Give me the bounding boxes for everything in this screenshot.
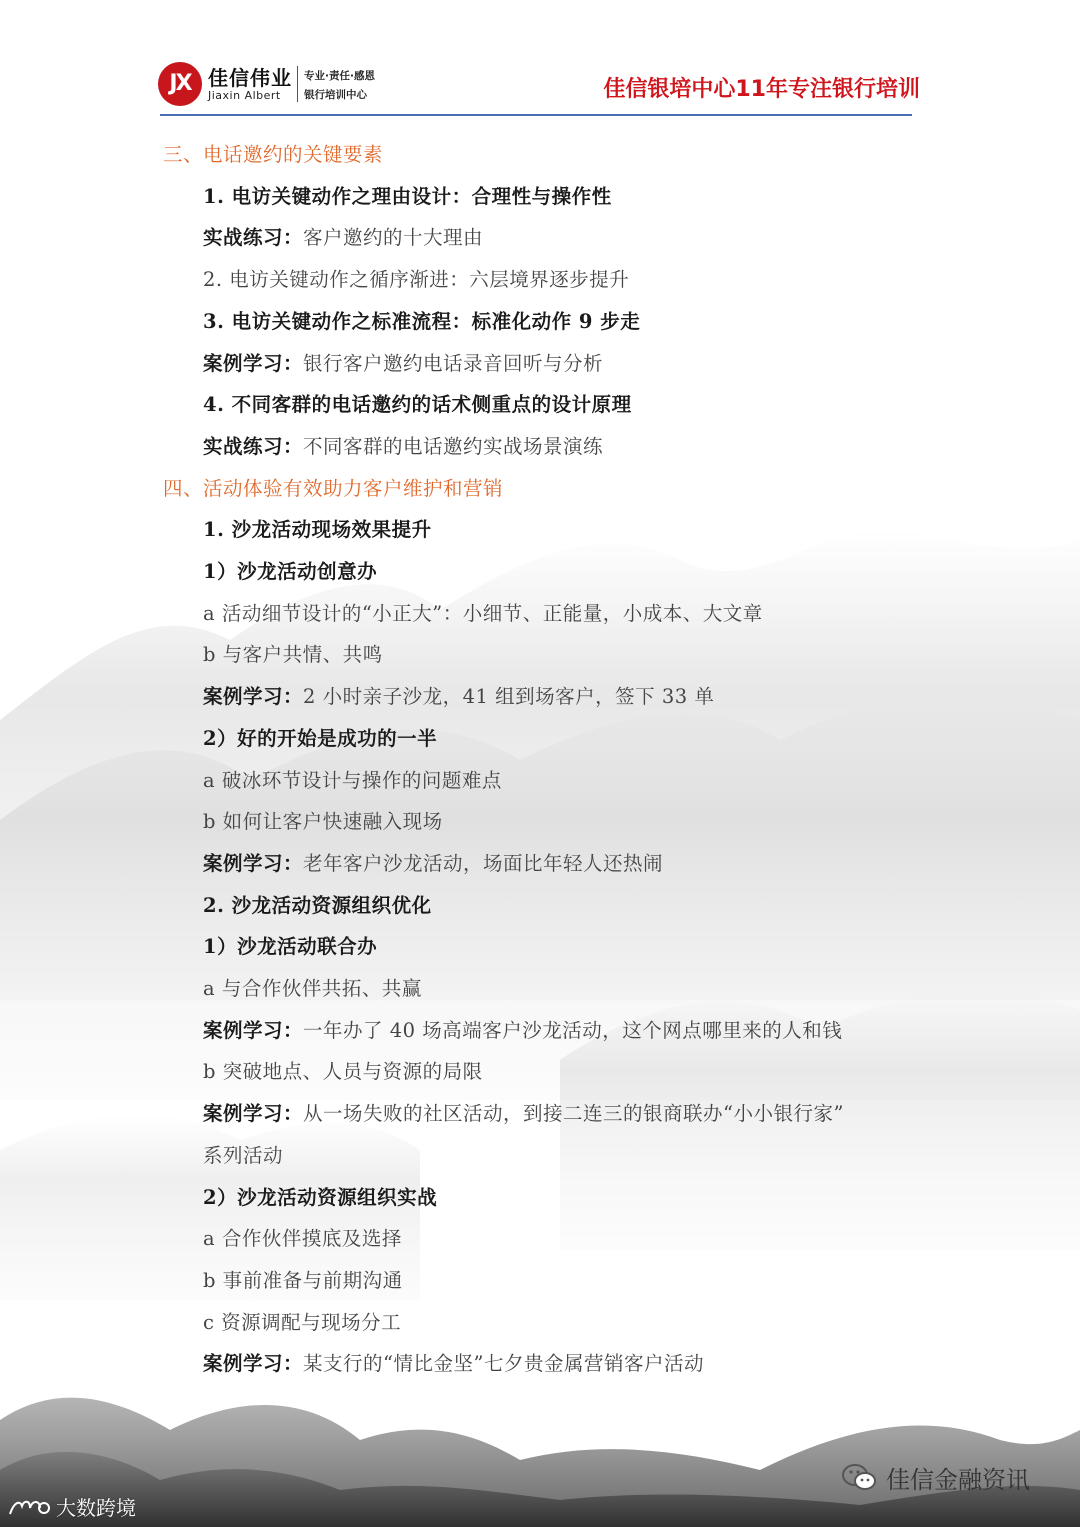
- outline-item: b 与客户共情、共鸣: [203, 643, 383, 667]
- exercise-label: 实战练习：: [203, 434, 304, 458]
- exercise-text: 2 小时亲子沙龙，41 组到场客户，签下 33 单: [303, 685, 715, 709]
- subsection-title: 1. 电访关键动作之理由设计：合理性与操作性: [203, 184, 612, 208]
- company-name-en: Jiaxin Albert: [208, 89, 281, 102]
- outline-item: 系列活动: [203, 1143, 284, 1167]
- exercise-text: 老年客户沙龙活动，场面比年轻人还热闹: [303, 851, 664, 875]
- exercise-label: 案例学习：: [203, 1018, 304, 1042]
- subsection-title: 1. 沙龙活动现场效果提升: [203, 518, 432, 542]
- exercise-line: [203, 223, 483, 253]
- logo-tagline-center: 银行培训中心: [304, 89, 367, 101]
- exercise-text: 某支行的“情比金坚”七夕贵金属营销客户活动: [303, 1352, 704, 1376]
- exercise-text: 银行客户邀约电话录音回听与分析: [303, 351, 604, 375]
- exercise-label: 案例学习：: [203, 351, 304, 375]
- exercise-text: 一年办了 40 场高端客户沙龙活动，这个网点哪里来的人和钱: [303, 1018, 843, 1042]
- subsection-title: 4. 不同客群的电话邀约的话术侧重点的设计原理: [203, 393, 632, 417]
- outline-item: c 资源调配与现场分工: [203, 1310, 402, 1334]
- subsection-title: 1）沙龙活动创意办: [203, 560, 378, 583]
- exercise-line: [203, 432, 603, 462]
- subsection-title: 3. 电访关键动作之标准流程：标准化动作 9 步走: [203, 309, 641, 333]
- exercise-line: [203, 349, 603, 379]
- exercise-line: [203, 1349, 704, 1379]
- subsection-title: 1）沙龙活动联合办: [203, 935, 378, 959]
- watermark-dashuju: [8, 1492, 136, 1521]
- outline-item: b 如何让客户快速融入现场: [203, 810, 443, 834]
- company-logo-mark: JX: [158, 62, 202, 106]
- subsection-title: 2）沙龙活动资源组织实战: [203, 1185, 438, 1209]
- exercise-label: 案例学习：: [203, 685, 304, 709]
- outline-item: b 突破地点、人员与资源的局限: [203, 1060, 483, 1084]
- exercise-line: [203, 682, 714, 712]
- subsection-title: 2）好的开始是成功的一半: [203, 726, 438, 750]
- exercise-label: 实战练习：: [203, 226, 304, 250]
- outline-item: a 破冰环节设计与操作的问题难点: [203, 768, 502, 792]
- wechat-icon: [840, 1462, 878, 1494]
- subsection-title: 2. 沙龙活动资源组织优化: [203, 893, 432, 917]
- exercise-line: [203, 1099, 844, 1129]
- exercise-line: [203, 1016, 842, 1046]
- watermark-jiaxin: [840, 1460, 1030, 1495]
- exercise-label: 案例学习：: [203, 851, 304, 875]
- outline-item: b 事前准备与前期沟通: [203, 1268, 403, 1292]
- exercise-label: 案例学习：: [203, 1352, 304, 1376]
- company-name-cn: 佳信伟业: [208, 66, 292, 90]
- exercise-text: 从一场失败的社区活动，到接二连三的银商联办“小小银行家”: [303, 1102, 844, 1126]
- watermark-right-text: 佳信金融资讯: [886, 1466, 1030, 1494]
- outline-item: a 合作伙伴摸底及选择: [203, 1227, 402, 1251]
- exercise-text: 不同客群的电话邀约实战场景演练: [303, 434, 604, 458]
- logo-divider: [297, 66, 298, 102]
- watermark-left-text: 大数跨境: [56, 1496, 136, 1520]
- watermark-logo-icon: [8, 1496, 52, 1518]
- outline-item: a 与合作伙伴共拓、共赢: [203, 977, 422, 1000]
- header-divider-rule: [160, 114, 912, 116]
- exercise-text: 客户邀约的十大理由: [303, 226, 484, 250]
- exercise-line: [203, 849, 663, 879]
- logo-tagline-values: 专业·责任·感恩: [304, 70, 375, 82]
- header-slogan: 佳信银培中心11年专注银行培训: [603, 77, 920, 102]
- page-header: [0, 0, 1080, 120]
- section-heading: 三、电话邀约的关键要素: [163, 143, 384, 166]
- outline-item: a 活动细节设计的“小正大”：小细节、正能量，小成本、大文章: [203, 601, 763, 625]
- exercise-label: 案例学习：: [203, 1102, 304, 1126]
- outline-item: 2. 电访关键动作之循序渐进：六层境界逐步提升: [203, 268, 630, 292]
- section-heading: 四、活动体验有效助力客户维护和营销: [163, 476, 504, 500]
